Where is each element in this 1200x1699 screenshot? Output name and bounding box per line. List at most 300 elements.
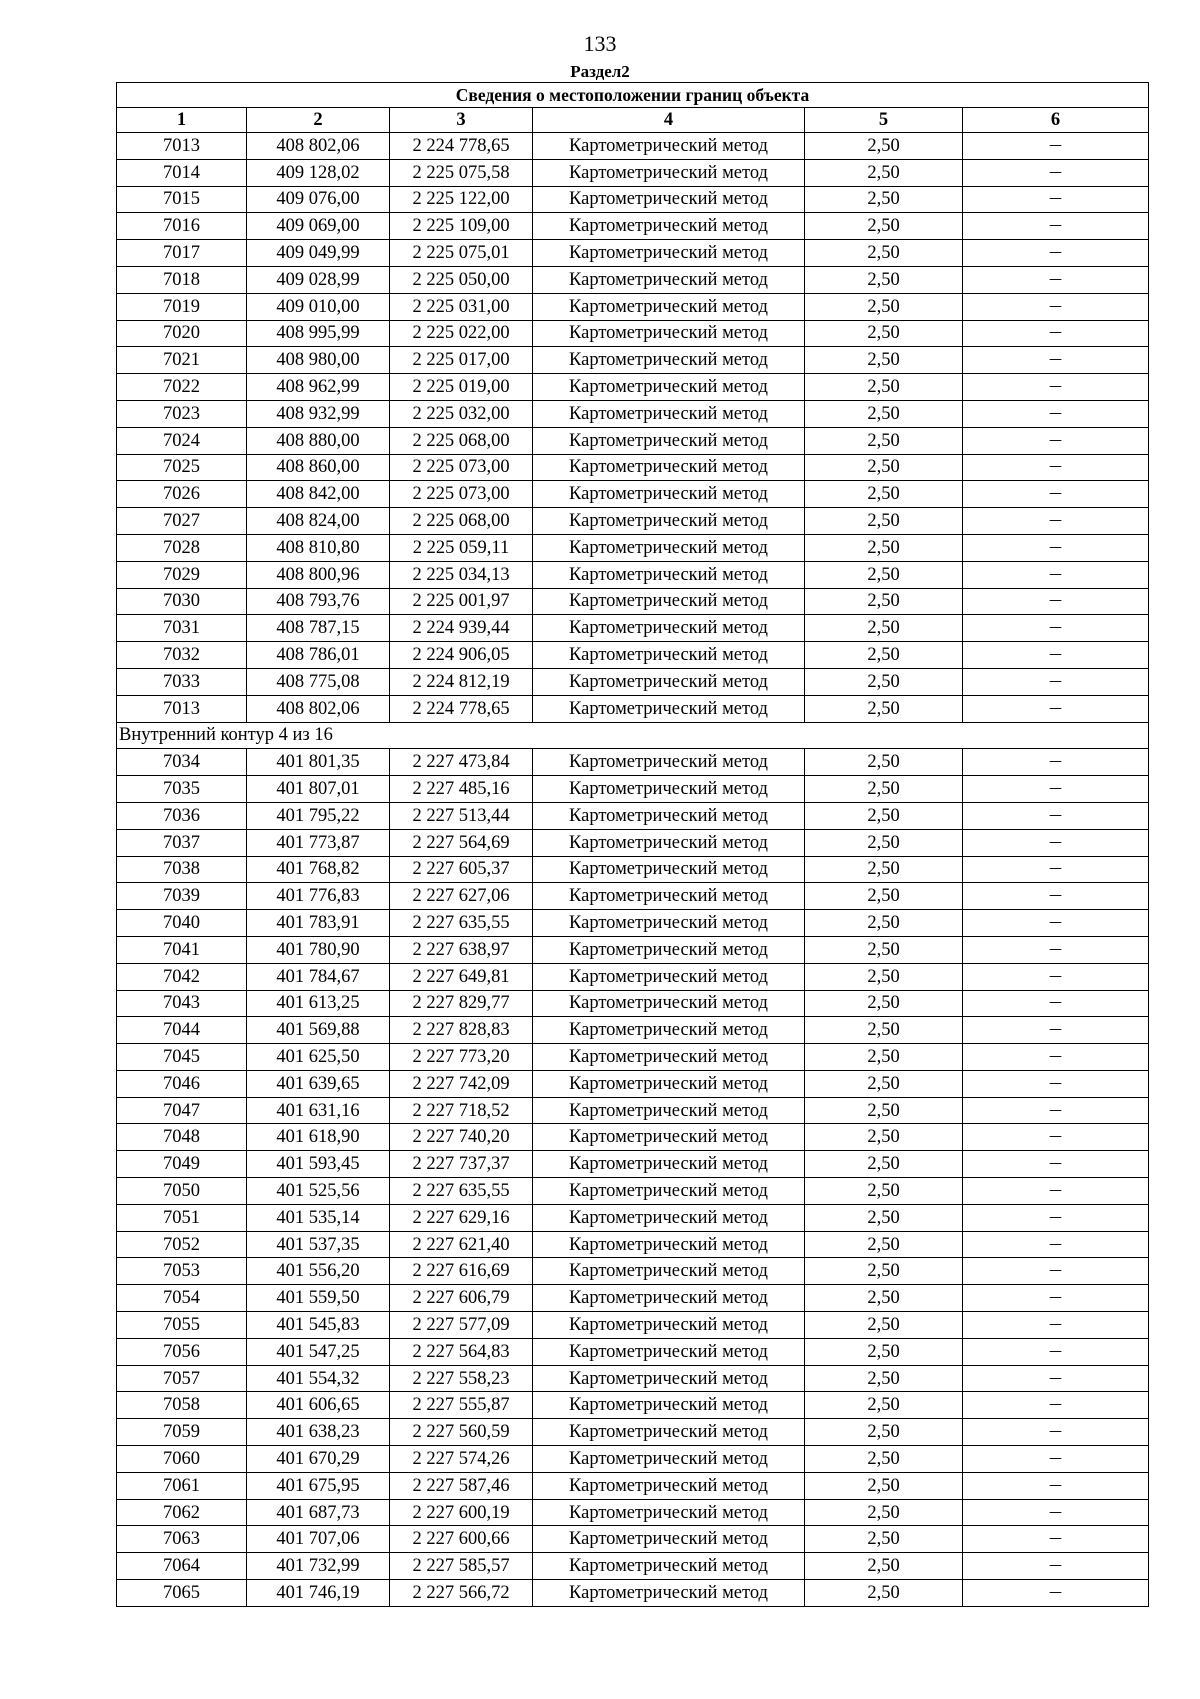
- x-coordinate-cell: 401 545,83: [247, 1312, 390, 1339]
- table-row: [117, 776, 1149, 803]
- point-number-cell: 7021: [117, 347, 247, 374]
- description-cell: —: [963, 1285, 1149, 1312]
- accuracy-cell: 2,50: [805, 883, 963, 910]
- table-row: [117, 695, 1149, 722]
- point-number-cell: 7046: [117, 1070, 247, 1097]
- y-coordinate-cell: 2 224 906,05: [390, 642, 533, 669]
- method-cell: Картометрический метод: [533, 159, 805, 186]
- method-cell: Картометрический метод: [533, 856, 805, 883]
- accuracy-cell: 2,50: [805, 776, 963, 803]
- accuracy-cell: 2,50: [805, 186, 963, 213]
- table-row: [117, 802, 1149, 829]
- method-cell: Картометрический метод: [533, 1472, 805, 1499]
- description-cell: —: [963, 936, 1149, 963]
- table-row: [117, 454, 1149, 481]
- y-coordinate-cell: 2 227 737,37: [390, 1151, 533, 1178]
- point-number-cell: 7040: [117, 910, 247, 937]
- table-row: [117, 534, 1149, 561]
- description-cell: —: [963, 615, 1149, 642]
- method-cell: Картометрический метод: [533, 266, 805, 293]
- accuracy-cell: 2,50: [805, 856, 963, 883]
- y-coordinate-cell: 2 225 122,00: [390, 186, 533, 213]
- x-coordinate-cell: 401 569,88: [247, 1017, 390, 1044]
- accuracy-cell: 2,50: [805, 936, 963, 963]
- point-number-cell: 7061: [117, 1472, 247, 1499]
- y-coordinate-cell: 2 224 778,65: [390, 695, 533, 722]
- accuracy-cell: 2,50: [805, 1499, 963, 1526]
- accuracy-cell: 2,50: [805, 1017, 963, 1044]
- method-cell: Картометрический метод: [533, 320, 805, 347]
- method-cell: Картометрический метод: [533, 293, 805, 320]
- description-cell: —: [963, 186, 1149, 213]
- method-cell: Картометрический метод: [533, 749, 805, 776]
- method-cell: Картометрический метод: [533, 400, 805, 427]
- accuracy-cell: 2,50: [805, 1204, 963, 1231]
- accuracy-cell: 2,50: [805, 534, 963, 561]
- description-cell: —: [963, 802, 1149, 829]
- x-coordinate-cell: 401 613,25: [247, 990, 390, 1017]
- point-number-cell: 7027: [117, 508, 247, 535]
- column-number: 1: [117, 108, 247, 133]
- method-cell: Картометрический метод: [533, 1580, 805, 1607]
- accuracy-cell: 2,50: [805, 1580, 963, 1607]
- description-cell: —: [963, 1338, 1149, 1365]
- x-coordinate-cell: 401 559,50: [247, 1285, 390, 1312]
- method-cell: Картометрический метод: [533, 481, 805, 508]
- y-coordinate-cell: 2 227 585,57: [390, 1553, 533, 1580]
- point-number-cell: 7042: [117, 963, 247, 990]
- x-coordinate-cell: 401 554,32: [247, 1365, 390, 1392]
- table-row: [117, 990, 1149, 1017]
- description-cell: —: [963, 856, 1149, 883]
- method-cell: Картометрический метод: [533, 240, 805, 267]
- y-coordinate-cell: 2 227 606,79: [390, 1285, 533, 1312]
- table-row: [117, 1258, 1149, 1285]
- table-row: [117, 1419, 1149, 1446]
- method-cell: Картометрический метод: [533, 910, 805, 937]
- description-cell: —: [963, 1446, 1149, 1473]
- table-row: [117, 266, 1149, 293]
- method-cell: Картометрический метод: [533, 1392, 805, 1419]
- y-coordinate-cell: 2 225 059,11: [390, 534, 533, 561]
- point-number-cell: 7029: [117, 561, 247, 588]
- y-coordinate-cell: 2 227 718,52: [390, 1097, 533, 1124]
- table-title-row: [117, 83, 1149, 108]
- y-coordinate-cell: 2 227 740,20: [390, 1124, 533, 1151]
- point-number-cell: 7054: [117, 1285, 247, 1312]
- description-cell: —: [963, 240, 1149, 267]
- x-coordinate-cell: 409 069,00: [247, 213, 390, 240]
- description-cell: —: [963, 1151, 1149, 1178]
- x-coordinate-cell: 408 880,00: [247, 427, 390, 454]
- table-body: [117, 133, 1149, 1607]
- table-row: [117, 1017, 1149, 1044]
- table-row: [117, 1124, 1149, 1151]
- accuracy-cell: 2,50: [805, 1258, 963, 1285]
- column-number: 5: [805, 108, 963, 133]
- description-cell: —: [963, 320, 1149, 347]
- x-coordinate-cell: 401 773,87: [247, 829, 390, 856]
- y-coordinate-cell: 2 225 073,00: [390, 454, 533, 481]
- accuracy-cell: 2,50: [805, 668, 963, 695]
- method-cell: Картометрический метод: [533, 133, 805, 160]
- point-number-cell: 7019: [117, 293, 247, 320]
- table-row: [117, 749, 1149, 776]
- point-number-cell: 7013: [117, 133, 247, 160]
- point-number-cell: 7023: [117, 400, 247, 427]
- point-number-cell: 7035: [117, 776, 247, 803]
- accuracy-cell: 2,50: [805, 1365, 963, 1392]
- description-cell: —: [963, 963, 1149, 990]
- accuracy-cell: 2,50: [805, 1472, 963, 1499]
- x-coordinate-cell: 408 802,06: [247, 695, 390, 722]
- x-coordinate-cell: 408 800,96: [247, 561, 390, 588]
- table-row: [117, 642, 1149, 669]
- method-cell: Картометрический метод: [533, 1097, 805, 1124]
- x-coordinate-cell: 408 932,99: [247, 400, 390, 427]
- method-cell: Картометрический метод: [533, 561, 805, 588]
- table-row: [117, 963, 1149, 990]
- x-coordinate-cell: 408 824,00: [247, 508, 390, 535]
- x-coordinate-cell: 409 010,00: [247, 293, 390, 320]
- table-row: [117, 1044, 1149, 1071]
- method-cell: Картометрический метод: [533, 347, 805, 374]
- method-cell: Картометрический метод: [533, 1151, 805, 1178]
- point-number-cell: 7059: [117, 1419, 247, 1446]
- x-coordinate-cell: 401 776,83: [247, 883, 390, 910]
- method-cell: Картометрический метод: [533, 1285, 805, 1312]
- table-row: [117, 668, 1149, 695]
- x-coordinate-cell: 401 556,20: [247, 1258, 390, 1285]
- y-coordinate-cell: 2 225 075,58: [390, 159, 533, 186]
- description-cell: —: [963, 1419, 1149, 1446]
- method-cell: Картометрический метод: [533, 427, 805, 454]
- x-coordinate-cell: 401 780,90: [247, 936, 390, 963]
- description-cell: —: [963, 1017, 1149, 1044]
- description-cell: —: [963, 159, 1149, 186]
- table-row: [117, 829, 1149, 856]
- table-row: [117, 856, 1149, 883]
- point-number-cell: 7051: [117, 1204, 247, 1231]
- point-number-cell: 7013: [117, 695, 247, 722]
- y-coordinate-cell: 2 225 075,01: [390, 240, 533, 267]
- accuracy-cell: 2,50: [805, 695, 963, 722]
- y-coordinate-cell: 2 227 742,09: [390, 1070, 533, 1097]
- table-row: [117, 936, 1149, 963]
- accuracy-cell: 2,50: [805, 454, 963, 481]
- point-number-cell: 7030: [117, 588, 247, 615]
- y-coordinate-cell: 2 227 829,77: [390, 990, 533, 1017]
- y-coordinate-cell: 2 224 812,19: [390, 668, 533, 695]
- point-number-cell: 7045: [117, 1044, 247, 1071]
- description-cell: —: [963, 1312, 1149, 1339]
- y-coordinate-cell: 2 227 605,37: [390, 856, 533, 883]
- accuracy-cell: 2,50: [805, 427, 963, 454]
- method-cell: Картометрический метод: [533, 1312, 805, 1339]
- description-cell: —: [963, 1258, 1149, 1285]
- y-coordinate-cell: 2 225 050,00: [390, 266, 533, 293]
- y-coordinate-cell: 2 225 022,00: [390, 320, 533, 347]
- method-cell: Картометрический метод: [533, 829, 805, 856]
- method-cell: Картометрический метод: [533, 508, 805, 535]
- x-coordinate-cell: 401 631,16: [247, 1097, 390, 1124]
- y-coordinate-cell: 2 225 068,00: [390, 508, 533, 535]
- table-row: [117, 1392, 1149, 1419]
- description-cell: —: [963, 400, 1149, 427]
- description-cell: —: [963, 642, 1149, 669]
- x-coordinate-cell: 408 787,15: [247, 615, 390, 642]
- table-row: [117, 1070, 1149, 1097]
- y-coordinate-cell: 2 227 560,59: [390, 1419, 533, 1446]
- x-coordinate-cell: 408 995,99: [247, 320, 390, 347]
- point-number-cell: 7028: [117, 534, 247, 561]
- table-row: [117, 320, 1149, 347]
- table-row: [117, 1097, 1149, 1124]
- x-coordinate-cell: 408 802,06: [247, 133, 390, 160]
- method-cell: Картометрический метод: [533, 802, 805, 829]
- method-cell: Картометрический метод: [533, 1017, 805, 1044]
- method-cell: Картометрический метод: [533, 990, 805, 1017]
- accuracy-cell: 2,50: [805, 1338, 963, 1365]
- method-cell: Картометрический метод: [533, 1419, 805, 1446]
- method-cell: Картометрический метод: [533, 1526, 805, 1553]
- y-coordinate-cell: 2 227 473,84: [390, 749, 533, 776]
- description-cell: —: [963, 293, 1149, 320]
- table-row: [117, 347, 1149, 374]
- method-cell: Картометрический метод: [533, 588, 805, 615]
- y-coordinate-cell: 2 224 939,44: [390, 615, 533, 642]
- description-cell: —: [963, 1499, 1149, 1526]
- method-cell: Картометрический метод: [533, 1204, 805, 1231]
- description-cell: —: [963, 1204, 1149, 1231]
- table-row: [117, 588, 1149, 615]
- table-row: [117, 213, 1149, 240]
- y-coordinate-cell: 2 225 031,00: [390, 293, 533, 320]
- table-row: [117, 1231, 1149, 1258]
- x-coordinate-cell: 401 707,06: [247, 1526, 390, 1553]
- point-number-cell: 7055: [117, 1312, 247, 1339]
- table-row: [117, 240, 1149, 267]
- table-row: [117, 1285, 1149, 1312]
- table-row: [117, 561, 1149, 588]
- point-number-cell: 7014: [117, 159, 247, 186]
- accuracy-cell: 2,50: [805, 1178, 963, 1205]
- description-cell: —: [963, 1097, 1149, 1124]
- accuracy-cell: 2,50: [805, 240, 963, 267]
- y-coordinate-cell: 2 225 109,00: [390, 213, 533, 240]
- accuracy-cell: 2,50: [805, 1097, 963, 1124]
- table-row: [117, 508, 1149, 535]
- y-coordinate-cell: 2 225 073,00: [390, 481, 533, 508]
- table-row: [117, 1338, 1149, 1365]
- y-coordinate-cell: 2 225 068,00: [390, 427, 533, 454]
- description-cell: —: [963, 133, 1149, 160]
- x-coordinate-cell: 401 732,99: [247, 1553, 390, 1580]
- description-cell: —: [963, 1392, 1149, 1419]
- y-coordinate-cell: 2 227 587,46: [390, 1472, 533, 1499]
- x-coordinate-cell: 408 786,01: [247, 642, 390, 669]
- y-coordinate-cell: 2 227 635,55: [390, 910, 533, 937]
- method-cell: Картометрический метод: [533, 1365, 805, 1392]
- y-coordinate-cell: 2 227 600,66: [390, 1526, 533, 1553]
- accuracy-cell: 2,50: [805, 1446, 963, 1473]
- method-cell: Картометрический метод: [533, 534, 805, 561]
- method-cell: Картометрический метод: [533, 454, 805, 481]
- x-coordinate-cell: 409 028,99: [247, 266, 390, 293]
- x-coordinate-cell: 401 768,82: [247, 856, 390, 883]
- point-number-cell: 7033: [117, 668, 247, 695]
- point-number-cell: 7047: [117, 1097, 247, 1124]
- y-coordinate-cell: 2 227 564,83: [390, 1338, 533, 1365]
- description-cell: —: [963, 347, 1149, 374]
- y-coordinate-cell: 2 225 032,00: [390, 400, 533, 427]
- x-coordinate-cell: 401 795,22: [247, 802, 390, 829]
- point-number-cell: 7018: [117, 266, 247, 293]
- description-cell: —: [963, 508, 1149, 535]
- point-number-cell: 7026: [117, 481, 247, 508]
- method-cell: Картометрический метод: [533, 695, 805, 722]
- x-coordinate-cell: 401 783,91: [247, 910, 390, 937]
- x-coordinate-cell: 401 639,65: [247, 1070, 390, 1097]
- x-coordinate-cell: 409 128,02: [247, 159, 390, 186]
- table-row: [117, 133, 1149, 160]
- accuracy-cell: 2,50: [805, 1151, 963, 1178]
- column-number: 6: [963, 108, 1149, 133]
- method-cell: Картометрический метод: [533, 1338, 805, 1365]
- y-coordinate-cell: 2 227 629,16: [390, 1204, 533, 1231]
- point-number-cell: 7044: [117, 1017, 247, 1044]
- table-row: [117, 1472, 1149, 1499]
- point-number-cell: 7017: [117, 240, 247, 267]
- section-title: Раздел2: [570, 62, 630, 81]
- point-number-cell: 7032: [117, 642, 247, 669]
- accuracy-cell: 2,50: [805, 1392, 963, 1419]
- accuracy-cell: 2,50: [805, 1231, 963, 1258]
- table-row: [117, 1178, 1149, 1205]
- y-coordinate-cell: 2 225 017,00: [390, 347, 533, 374]
- description-cell: —: [963, 1178, 1149, 1205]
- method-cell: Картометрический метод: [533, 374, 805, 401]
- description-cell: —: [963, 213, 1149, 240]
- description-cell: —: [963, 695, 1149, 722]
- y-coordinate-cell: 2 227 577,09: [390, 1312, 533, 1339]
- accuracy-cell: 2,50: [805, 1124, 963, 1151]
- boundary-coordinates-table: [116, 82, 1149, 1607]
- point-number-cell: 7058: [117, 1392, 247, 1419]
- x-coordinate-cell: 401 593,45: [247, 1151, 390, 1178]
- y-coordinate-cell: 2 227 566,72: [390, 1580, 533, 1607]
- y-coordinate-cell: 2 227 616,69: [390, 1258, 533, 1285]
- method-cell: Картометрический метод: [533, 1231, 805, 1258]
- accuracy-cell: 2,50: [805, 990, 963, 1017]
- x-coordinate-cell: 408 962,99: [247, 374, 390, 401]
- y-coordinate-cell: 2 225 001,97: [390, 588, 533, 615]
- method-cell: Картометрический метод: [533, 213, 805, 240]
- description-cell: —: [963, 829, 1149, 856]
- point-number-cell: 7015: [117, 186, 247, 213]
- accuracy-cell: 2,50: [805, 1285, 963, 1312]
- method-cell: Картометрический метод: [533, 186, 805, 213]
- method-cell: Картометрический метод: [533, 1446, 805, 1473]
- y-coordinate-cell: 2 227 485,16: [390, 776, 533, 803]
- table-row: [117, 615, 1149, 642]
- accuracy-cell: 2,50: [805, 1526, 963, 1553]
- y-coordinate-cell: 2 227 638,97: [390, 936, 533, 963]
- accuracy-cell: 2,50: [805, 159, 963, 186]
- description-cell: —: [963, 427, 1149, 454]
- table-row: [117, 400, 1149, 427]
- point-number-cell: 7022: [117, 374, 247, 401]
- method-cell: Картометрический метод: [533, 615, 805, 642]
- y-coordinate-cell: 2 227 564,69: [390, 829, 533, 856]
- accuracy-cell: 2,50: [805, 266, 963, 293]
- point-number-cell: 7056: [117, 1338, 247, 1365]
- method-cell: Картометрический метод: [533, 1070, 805, 1097]
- point-number-cell: 7052: [117, 1231, 247, 1258]
- y-coordinate-cell: 2 224 778,65: [390, 133, 533, 160]
- contour-caption-row: [117, 722, 1149, 749]
- table-row: [117, 159, 1149, 186]
- table-row: [117, 883, 1149, 910]
- method-cell: Картометрический метод: [533, 936, 805, 963]
- y-coordinate-cell: 2 227 621,40: [390, 1231, 533, 1258]
- table-row: [117, 374, 1149, 401]
- column-number: 4: [533, 108, 805, 133]
- accuracy-cell: 2,50: [805, 508, 963, 535]
- accuracy-cell: 2,50: [805, 213, 963, 240]
- description-cell: —: [963, 1580, 1149, 1607]
- y-coordinate-cell: 2 227 574,26: [390, 1446, 533, 1473]
- table-row: [117, 1151, 1149, 1178]
- y-coordinate-cell: 2 227 627,06: [390, 883, 533, 910]
- y-coordinate-cell: 2 227 828,83: [390, 1017, 533, 1044]
- method-cell: Картометрический метод: [533, 776, 805, 803]
- accuracy-cell: 2,50: [805, 615, 963, 642]
- point-number-cell: 7048: [117, 1124, 247, 1151]
- y-coordinate-cell: 2 227 558,23: [390, 1365, 533, 1392]
- description-cell: —: [963, 910, 1149, 937]
- method-cell: Картометрический метод: [533, 1258, 805, 1285]
- accuracy-cell: 2,50: [805, 749, 963, 776]
- accuracy-cell: 2,50: [805, 802, 963, 829]
- column-number: 2: [247, 108, 390, 133]
- x-coordinate-cell: 408 775,08: [247, 668, 390, 695]
- method-cell: Картометрический метод: [533, 963, 805, 990]
- description-cell: —: [963, 668, 1149, 695]
- y-coordinate-cell: 2 225 019,00: [390, 374, 533, 401]
- point-number-cell: 7065: [117, 1580, 247, 1607]
- y-coordinate-cell: 2 227 600,19: [390, 1499, 533, 1526]
- description-cell: —: [963, 1553, 1149, 1580]
- table-row: [117, 910, 1149, 937]
- accuracy-cell: 2,50: [805, 963, 963, 990]
- x-coordinate-cell: 401 687,73: [247, 1499, 390, 1526]
- description-cell: —: [963, 1070, 1149, 1097]
- y-coordinate-cell: 2 227 635,55: [390, 1178, 533, 1205]
- table-row: [117, 427, 1149, 454]
- accuracy-cell: 2,50: [805, 829, 963, 856]
- x-coordinate-cell: 401 618,90: [247, 1124, 390, 1151]
- accuracy-cell: 2,50: [805, 1419, 963, 1446]
- x-coordinate-cell: 408 793,76: [247, 588, 390, 615]
- description-cell: —: [963, 1365, 1149, 1392]
- point-number-cell: 7063: [117, 1526, 247, 1553]
- accuracy-cell: 2,50: [805, 642, 963, 669]
- x-coordinate-cell: 408 980,00: [247, 347, 390, 374]
- description-cell: —: [963, 776, 1149, 803]
- x-coordinate-cell: 401 537,35: [247, 1231, 390, 1258]
- accuracy-cell: 2,50: [805, 347, 963, 374]
